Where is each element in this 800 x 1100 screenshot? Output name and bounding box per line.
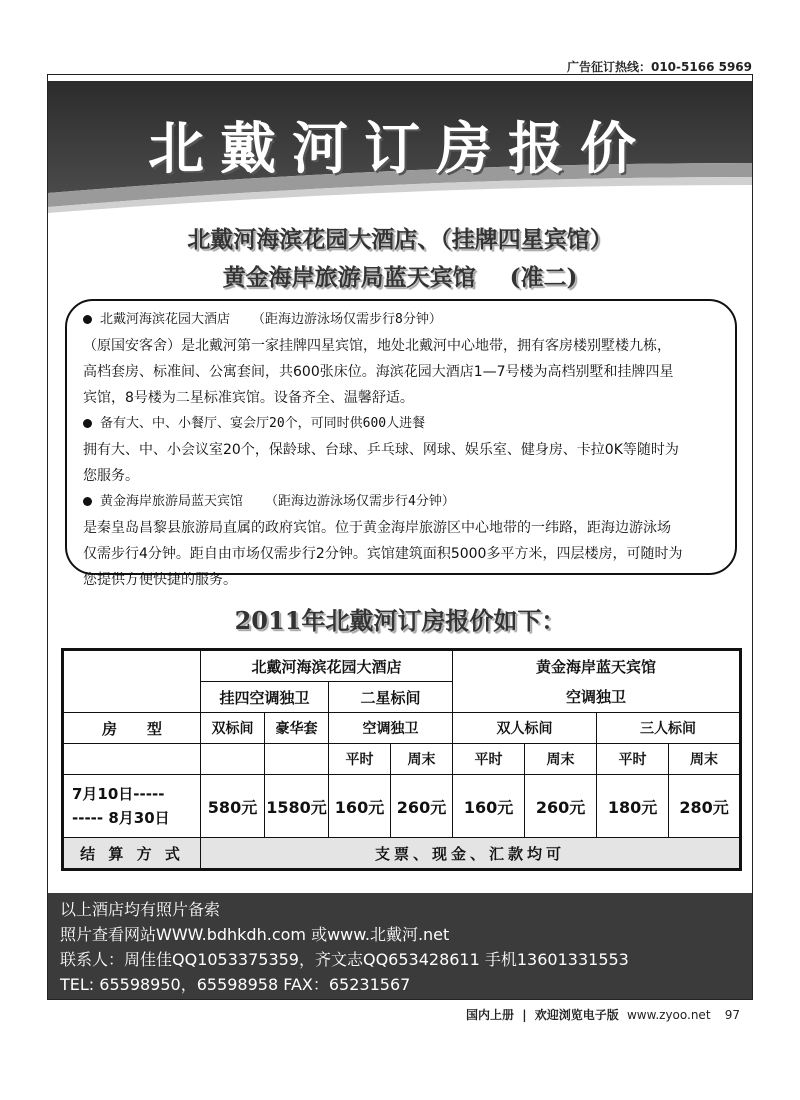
footer-contacts: 联系人：周佳佳QQ1053375359，齐文志QQ653428611 手机13601331553 bbox=[60, 950, 629, 969]
hotel1-category-2: 二星标间 bbox=[329, 682, 453, 713]
payment-label: 结 算 方 式 bbox=[63, 838, 201, 870]
info-bullet-1-note: （距海边游泳场仅需步行8分钟） bbox=[252, 312, 442, 327]
payment-methods: 支票、现金、汇款均可 bbox=[201, 838, 741, 870]
info-bullet-3-note: （距海边游泳场仅需步行4分钟） bbox=[265, 494, 455, 509]
footer-tel-fax: TEL: 65598950，65598958 FAX：65231567 bbox=[60, 975, 411, 994]
info-text: 宾馆，8号楼为二星标准宾馆。设备齐全、温馨舒适。 bbox=[83, 390, 414, 406]
hotel1-header: 北戴河海滨花园大酒店 bbox=[201, 650, 453, 682]
bullet-dot-icon bbox=[83, 419, 92, 428]
page-number: 97 bbox=[724, 1008, 740, 1022]
volume-label: 国内上册 bbox=[466, 1008, 515, 1022]
info-bullet-3 bbox=[83, 489, 723, 515]
page-footer bbox=[466, 1006, 740, 1023]
hotel-heading-2-tag: (准二) bbox=[509, 264, 578, 291]
hotel2-header bbox=[453, 650, 741, 713]
hotel1-category-1: 挂四空调独卫 bbox=[201, 682, 329, 713]
info-bullet-3-title: 黄金海岸旅游局蓝天宾馆 bbox=[100, 494, 244, 509]
price-cell: 160元 bbox=[453, 775, 525, 838]
banner-title: 北戴河订房报价 bbox=[148, 116, 652, 182]
ad-hotline: 广告征订热线：010-5166 5969 bbox=[566, 60, 752, 74]
info-bullet-1 bbox=[83, 307, 723, 333]
footer-website: 照片查看网站WWW.bdhkdh.com 或www.北戴河.net bbox=[60, 925, 450, 944]
room-type-cell: 双标间 bbox=[201, 713, 265, 744]
price-table-title: 2011年北戴河订房报价如下： bbox=[234, 606, 566, 635]
weekend-cell: 周末 bbox=[391, 744, 453, 775]
hotel-info-box bbox=[65, 299, 737, 588]
date-start: 7月10日----- bbox=[72, 785, 165, 803]
browse-label: 欢迎浏览电子版 bbox=[534, 1008, 619, 1022]
room-type-label: 房 型 bbox=[63, 713, 201, 744]
price-cell: 260元 bbox=[525, 775, 597, 838]
info-text: 您服务。 bbox=[83, 468, 139, 484]
room-type-cell: 空调独卫 bbox=[329, 713, 453, 744]
empty-cell bbox=[63, 744, 201, 775]
empty-cell bbox=[265, 744, 329, 775]
footer-separator: | bbox=[522, 1008, 527, 1022]
info-text: （原国安客舍）是北戴河第一家挂牌四星宾馆，地处北戴河中心地带，拥有客房楼别墅楼九栋， bbox=[83, 338, 671, 354]
info-bullet-1-title: 北戴河海滨花园大酒店 bbox=[100, 312, 231, 327]
date-end: ----- 8月30日 bbox=[72, 809, 170, 827]
info-bullet-2-title: 备有大、中、小餐厅、宴会厅20个，可同时供600人进餐 bbox=[100, 416, 426, 431]
hotel2-category: 空调独卫 bbox=[566, 687, 627, 706]
hotel-heading-2 bbox=[48, 259, 752, 292]
empty-cell bbox=[201, 744, 265, 775]
weekday-cell: 平时 bbox=[453, 744, 525, 775]
price-cell: 180元 bbox=[597, 775, 669, 838]
bullet-dot-icon bbox=[83, 497, 92, 506]
room-type-cell: 双人标间 bbox=[453, 713, 597, 744]
price-cell: 580元 bbox=[201, 775, 265, 838]
bullet-dot-icon bbox=[83, 315, 92, 324]
table-row bbox=[63, 838, 741, 870]
table-corner bbox=[63, 650, 201, 713]
price-cell: 280元 bbox=[669, 775, 741, 838]
table-row bbox=[63, 744, 741, 775]
weekend-cell: 周末 bbox=[669, 744, 741, 775]
weekday-cell: 平时 bbox=[597, 744, 669, 775]
info-text: 拥有大、中、小会议室20个，保龄球、台球、乒乓球、网球、娱乐室、健身房、卡拉0K等随时为 bbox=[83, 442, 679, 458]
price-table bbox=[61, 648, 742, 871]
footer-url: www.zyoo.net bbox=[626, 1008, 711, 1022]
price-cell: 260元 bbox=[391, 775, 453, 838]
hotel2-name: 黄金海岸蓝天宾馆 bbox=[536, 657, 657, 676]
room-type-cell: 三人标间 bbox=[597, 713, 741, 744]
price-cell: 160元 bbox=[329, 775, 391, 838]
hotel-heading-1: 北戴河海滨花园大酒店、（挂牌四星宾馆） bbox=[187, 226, 613, 253]
table-row bbox=[63, 713, 741, 744]
info-bullet-2 bbox=[83, 411, 723, 437]
table-row bbox=[63, 775, 741, 838]
weekend-cell: 周末 bbox=[525, 744, 597, 775]
weekday-cell: 平时 bbox=[329, 744, 391, 775]
info-text: 仅需步行4分钟。距自由市场仅需步行2分钟。宾馆建筑面积5000多平方米，四层楼房，可随时为 bbox=[83, 546, 683, 562]
info-text: 高档套房、标准间、公寓套间，共600张床位。海滨花园大酒店1—7号楼为高档别墅和挂牌四星 bbox=[83, 364, 674, 380]
room-type-cell: 豪华套 bbox=[265, 713, 329, 744]
info-text: 是秦皇岛昌黎县旅游局直属的政府宾馆。位于黄金海岸旅游区中心地带的一纬路，距海边游泳场 bbox=[83, 520, 671, 536]
contact-footer bbox=[48, 893, 752, 999]
hotel-heading-2-name: 黄金海岸旅游局蓝天宾馆 bbox=[222, 264, 476, 291]
date-range bbox=[63, 775, 201, 838]
info-text: 您提供方便快捷的服务。 bbox=[83, 572, 237, 588]
footer-photo-note: 以上酒店均有照片备索 bbox=[60, 900, 221, 919]
price-cell: 1580元 bbox=[265, 775, 329, 838]
page-frame bbox=[47, 74, 753, 1000]
table-row bbox=[63, 650, 741, 682]
